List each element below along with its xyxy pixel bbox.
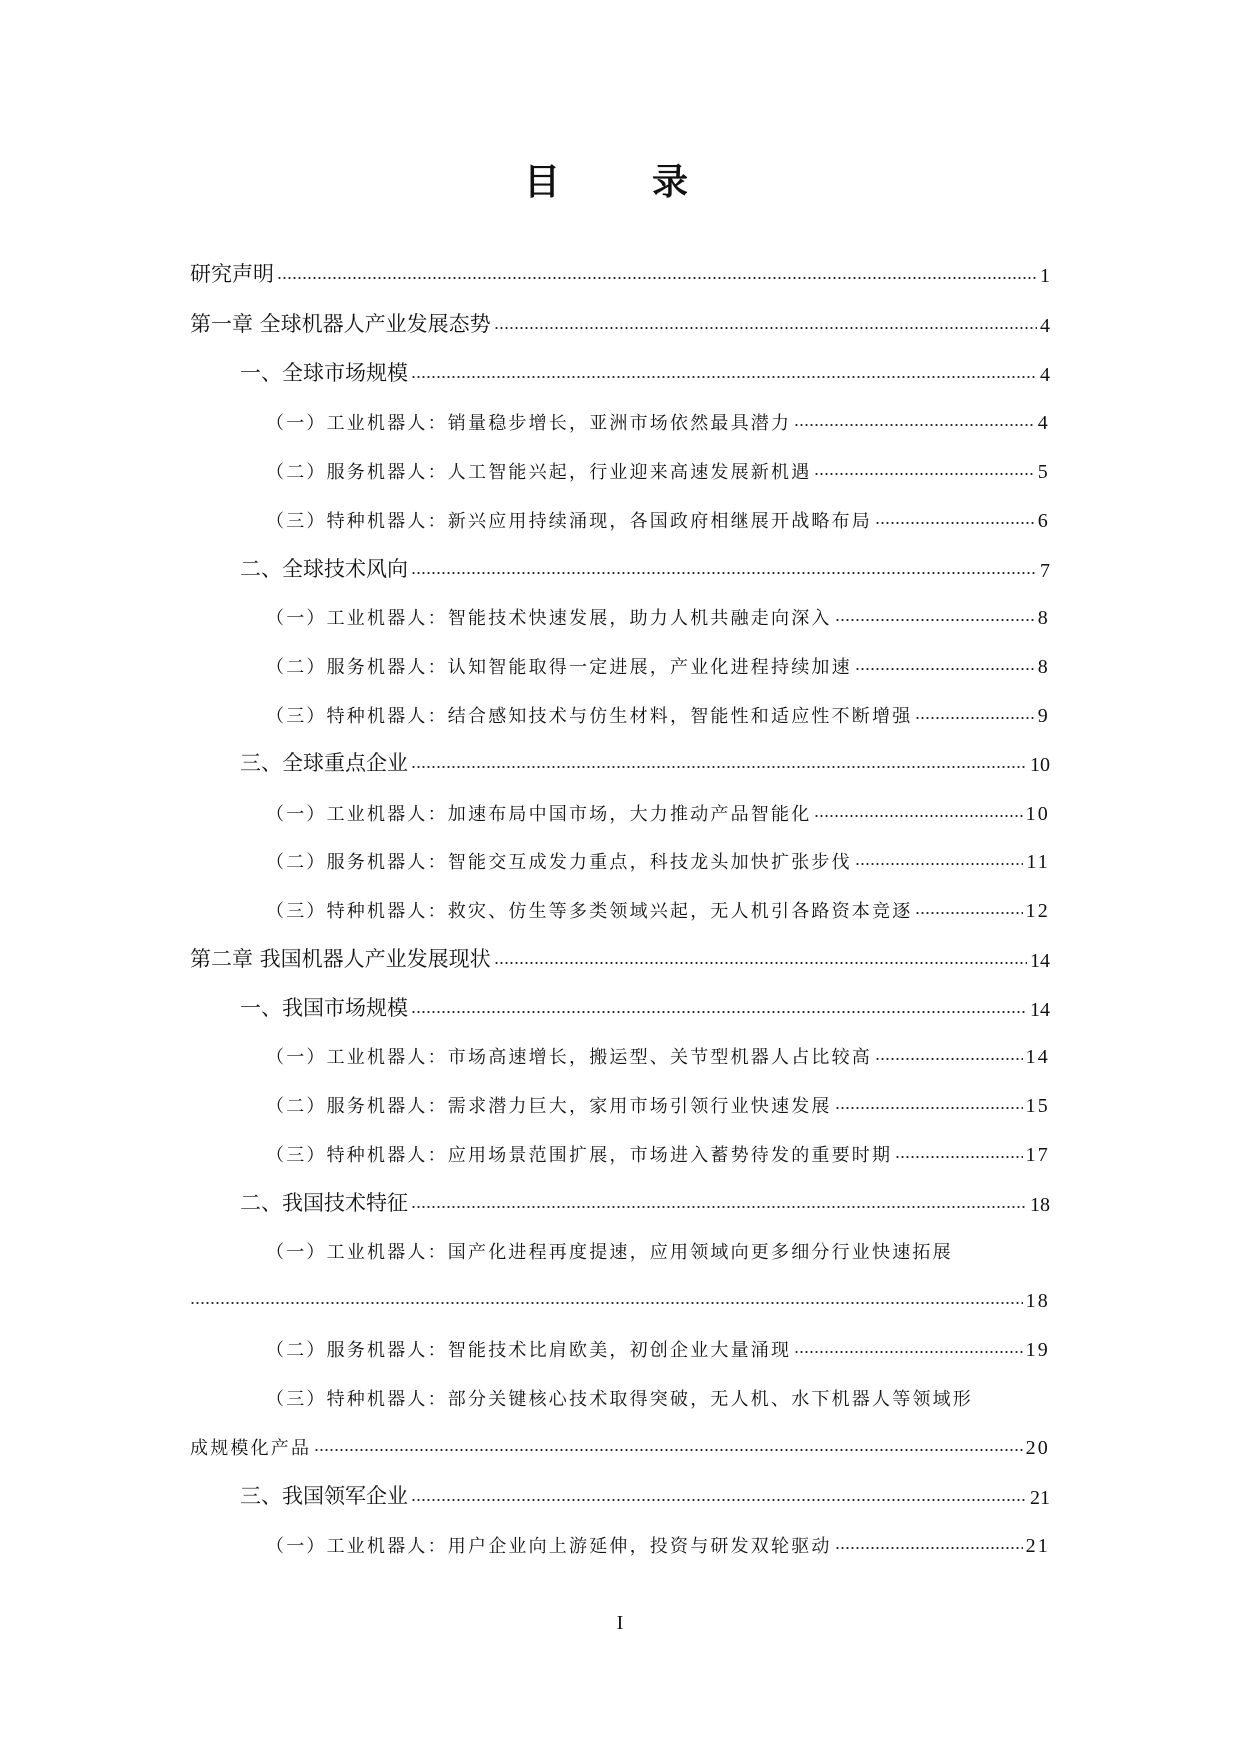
toc-page-number: 18 bbox=[1030, 1194, 1050, 1216]
toc-entry-subsection[interactable] bbox=[266, 645, 1050, 679]
dot-leader bbox=[875, 520, 1035, 526]
dot-leader bbox=[411, 1497, 1027, 1503]
toc-entry-section[interactable] bbox=[240, 1476, 1050, 1510]
dot-leader bbox=[855, 666, 1035, 672]
toc-page-number: 1 bbox=[1040, 265, 1050, 287]
toc-page-number: 7 bbox=[1040, 560, 1050, 582]
toc-entry-text: 一、我国市场规模 bbox=[240, 996, 408, 1020]
toc-page-number: 10 bbox=[1025, 803, 1050, 825]
toc-entry-text: 三、我国领军企业 bbox=[240, 1484, 408, 1508]
toc-entry-text: （三）特种机器人：救灾、仿生等多类领域兴起，无人机引各路资本竞逐 bbox=[266, 901, 913, 922]
dot-leader bbox=[277, 275, 1037, 281]
toc-page-number: 12 bbox=[1025, 900, 1050, 922]
toc-entry-subsection[interactable] bbox=[266, 840, 1050, 874]
toc-entry-text: 一、全球市场规模 bbox=[240, 361, 408, 385]
dot-leader bbox=[411, 570, 1037, 576]
toc-entry-text: （一）工业机器人：加速布局中国市场，大力推动产品智能化 bbox=[266, 804, 812, 825]
toc-entry-text: （二）服务机器人：人工智能兴起，行业迎来高速发展新机遇 bbox=[266, 462, 812, 483]
toc-entry-subsection[interactable] bbox=[266, 1133, 1050, 1167]
toc-entry-section[interactable] bbox=[240, 549, 1050, 583]
toc-entry-text: （一）工业机器人：用户企业向上游延伸，投资与研发双轮驱动 bbox=[266, 1536, 832, 1557]
toc-page-number: 14 bbox=[1030, 950, 1050, 972]
toc-entry-text: （一）工业机器人：销量稳步增长，亚洲市场依然最具潜力 bbox=[266, 413, 792, 434]
dot-leader bbox=[835, 617, 1035, 623]
toc-entry-text: 三、全球重点企业 bbox=[240, 751, 408, 775]
dot-leader bbox=[915, 910, 1022, 916]
toc-entry-subsection[interactable] bbox=[266, 1084, 1050, 1118]
dot-leader bbox=[411, 1204, 1027, 1210]
dot-leader bbox=[794, 422, 1035, 428]
page-title: 目 录 bbox=[523, 162, 716, 203]
toc-page-number: 14 bbox=[1030, 999, 1050, 1021]
toc-entry-research-statement[interactable] bbox=[190, 254, 1050, 288]
toc-entry-text: （一）工业机器人：国产化进程再度提速，应用领域向更多细分行业快速拓展 bbox=[266, 1242, 953, 1263]
toc-page-number: 21 bbox=[1030, 1487, 1050, 1509]
toc-entry-subsection[interactable] bbox=[266, 889, 1050, 923]
toc-page-number: 8 bbox=[1037, 607, 1050, 629]
toc-entry-subsection[interactable] bbox=[266, 694, 1050, 728]
dot-leader bbox=[494, 325, 1037, 331]
toc-entry-text: （三）特种机器人：应用场景范围扩展，市场进入蓄势待发的重要时期 bbox=[266, 1145, 893, 1166]
toc-page-number: 4 bbox=[1040, 315, 1050, 337]
dot-leader bbox=[411, 374, 1037, 380]
toc-entry-text: （三）特种机器人：部分关键核心技术取得突破，无人机、水下机器人等领域形 bbox=[266, 1389, 973, 1410]
dot-leader bbox=[875, 1056, 1023, 1062]
toc-page-number: 10 bbox=[1030, 754, 1050, 776]
toc-entry-text: （二）服务机器人：智能技术比肩欧美，初创企业大量涌现 bbox=[266, 1340, 792, 1361]
toc-entry-subsection-line2[interactable] bbox=[190, 1426, 1050, 1460]
toc-page-number: 15 bbox=[1025, 1095, 1050, 1117]
dot-leader bbox=[835, 1105, 1023, 1111]
toc-page-number: 8 bbox=[1037, 656, 1050, 678]
toc-page-number: 5 bbox=[1037, 461, 1050, 483]
toc-entry-text: （二）服务机器人：智能交互成发力重点，科技龙头加快扩张步伐 bbox=[266, 852, 852, 873]
dot-leader bbox=[915, 715, 1034, 721]
toc-entry-text: （一）工业机器人：市场高速增长，搬运型、关节型机器人占比较高 bbox=[266, 1047, 872, 1068]
toc-page-number: 4 bbox=[1040, 364, 1050, 386]
toc-entry-section[interactable] bbox=[240, 988, 1050, 1022]
toc-entry-subsection-line1[interactable] bbox=[266, 1377, 1050, 1411]
dot-leader bbox=[190, 1300, 1023, 1306]
toc-entry-section[interactable] bbox=[240, 743, 1050, 777]
toc-entry-text: 研究声明 bbox=[190, 262, 274, 286]
toc-entry-text: （二）服务机器人：需求潜力巨大，家用市场引领行业快速发展 bbox=[266, 1096, 832, 1117]
dot-leader bbox=[411, 764, 1027, 770]
dot-leader bbox=[494, 960, 1027, 966]
toc-page-number: 14 bbox=[1025, 1046, 1050, 1068]
toc-page-number: 17 bbox=[1025, 1144, 1050, 1166]
toc-entry-subsection-line1[interactable] bbox=[266, 1230, 1050, 1264]
toc-page-number: 20 bbox=[1025, 1437, 1050, 1459]
toc-entry-text: （三）特种机器人：新兴应用持续涌现，各国政府相继展开战略布局 bbox=[266, 511, 872, 532]
toc-entry-text: （二）服务机器人：认知智能取得一定进展，产业化进程持续加速 bbox=[266, 657, 852, 678]
toc-entry-subsection-line2[interactable] bbox=[190, 1279, 1050, 1313]
toc-entry-text-continued: 成规模化产品 bbox=[190, 1438, 312, 1459]
toc-entry-subsection[interactable] bbox=[266, 1035, 1050, 1069]
toc-entry-text: 第二章 我国机器人产业发展现状 bbox=[190, 947, 491, 971]
dot-leader bbox=[411, 1009, 1027, 1015]
dot-leader bbox=[794, 1349, 1022, 1355]
toc-page-number: 21 bbox=[1025, 1535, 1050, 1557]
toc-entry-chapter-2[interactable] bbox=[190, 939, 1050, 973]
toc-entry-text: 二、全球技术风向 bbox=[240, 557, 408, 581]
toc-page-number: 6 bbox=[1037, 510, 1050, 532]
toc-entry-chapter-1[interactable] bbox=[190, 304, 1050, 338]
toc-entry-section[interactable] bbox=[240, 353, 1050, 387]
toc-entry-subsection[interactable] bbox=[266, 792, 1050, 826]
dot-leader bbox=[855, 861, 1024, 867]
toc-entry-text: （三）特种机器人：结合感知技术与仿生材料，智能性和适应性不断增强 bbox=[266, 706, 913, 727]
toc-page-number: 4 bbox=[1037, 412, 1050, 434]
dot-leader bbox=[814, 471, 1034, 477]
dot-leader bbox=[314, 1447, 1022, 1453]
toc-entry-subsection[interactable] bbox=[266, 450, 1050, 484]
dot-leader bbox=[895, 1154, 1022, 1160]
toc-page-number: 11 bbox=[1026, 851, 1050, 873]
toc-entry-text: 第一章 全球机器人产业发展态势 bbox=[190, 312, 491, 336]
toc-entry-subsection[interactable] bbox=[266, 1328, 1050, 1362]
toc-page-number: 19 bbox=[1025, 1339, 1050, 1361]
toc-entry-subsection[interactable] bbox=[266, 1524, 1050, 1558]
toc-entry-text: （一）工业机器人：智能技术快速发展，助力人机共融走向深入 bbox=[266, 608, 832, 629]
toc-entry-subsection[interactable] bbox=[266, 596, 1050, 630]
dot-leader bbox=[814, 813, 1022, 819]
toc-entry-text: 二、我国技术特征 bbox=[240, 1191, 408, 1215]
page-number-footer: I bbox=[616, 1612, 624, 1634]
toc-page-number: 9 bbox=[1037, 705, 1050, 727]
toc-entry-subsection[interactable] bbox=[266, 499, 1050, 533]
toc-entry-section[interactable] bbox=[240, 1183, 1050, 1217]
dot-leader bbox=[835, 1545, 1023, 1551]
toc-entry-subsection[interactable] bbox=[266, 401, 1050, 435]
toc-page-number: 18 bbox=[1025, 1290, 1050, 1312]
